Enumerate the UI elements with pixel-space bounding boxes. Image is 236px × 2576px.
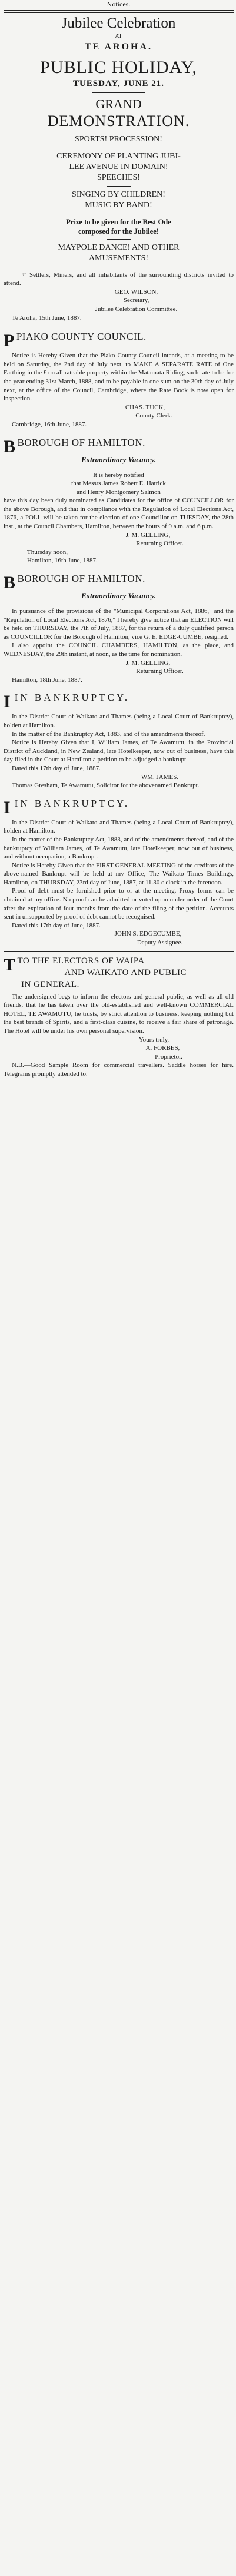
jubilee-invite-text: Settlers, Miners, and all inhabitants of the surrounding districts invited to attend.: [4, 271, 234, 287]
bankruptcy2-intro: In the District Court of Waikato and Thames (being a Local Court of Bankruptcy), holden at Hamilton.: [4, 818, 234, 835]
hamilton1-subtitle: Extraordinary Vacancy.: [81, 455, 157, 464]
jubilee-line: SPEECHES!: [97, 173, 141, 182]
bankruptcy1-signer: WM. JAMES.: [141, 773, 179, 781]
bankruptcy1-body: Notice is Hereby Given that I, William James, of Te Awamutu, in the Provincial District of Auckland, in New Zealand, late Hotelkeeper, now out of business, have this day filed in the Court at Hamilton a petition to be adjudged a bankrupt.: [4, 739, 234, 764]
drop-cap: P: [4, 331, 15, 351]
bankruptcy1-intro: In the matter of the Bankruptcy Act, 1883, and of the amendments thereof.: [12, 730, 205, 738]
drop-cap: I: [4, 797, 13, 817]
jubilee-at: AT: [115, 33, 122, 39]
jubilee-title: Jubilee Celebration: [61, 15, 176, 31]
piako-signer: CHAS. TUCK,: [125, 403, 165, 411]
drop-cap: T: [4, 954, 16, 974]
bankruptcy1-intro: In the District Court of Waikato and Thames (being a Local Court of Bankruptcy), holden at Hamilton.: [4, 713, 234, 729]
hamilton1-notify: It is hereby notified: [93, 471, 144, 479]
jubilee-place: TE AROHA.: [84, 41, 152, 52]
forbes-notice: [4, 952, 234, 1079]
forbes-title-2: AND WAIKATO AND PUBLIC: [64, 967, 187, 977]
hamilton-notice-1: [4, 433, 234, 570]
piako-notice: [4, 326, 234, 433]
forbes-title-text: TO THE ELECTORS OF WAIPA: [17, 956, 145, 966]
pointing-hand-icon: ☞: [20, 270, 26, 279]
hamilton1-title-text: BOROUGH OF HAMILTON.: [17, 436, 145, 448]
jubilee-line: LEE AVENUE IN DOMAIN!: [69, 162, 168, 171]
hamilton1-candidate: that Messrs James Robert E. Hatrick: [71, 480, 166, 488]
drop-cap: I: [4, 692, 13, 712]
hamilton2-body: In pursuance of the provisions of the "Municipal Corporations Act, 1886," and the "Regulation of Local Elections Act, 1876," I hereby give notice that an ELECTION will be held on THURSDAY, the 7th of July, 1887, for the return of a duly qualified person as COUNCILLOR for the Borough of Hamilton, vice G. E. EDGE-CUMBE, resigned.: [4, 608, 234, 641]
piako-body: Notice is Hereby Given that the Piako County Council intends, at a meeting to be held on Saturday, the 2nd day of July next, to MAKE A SEPARATE RATE of One Farthing in the £ on all rateable property within the Matamata Riding, such rate to be for the year ending 31st March, 1888, and to be payable in one sum on the 30th day of July next, at the office of the Council, Cambridge, where the Rate Book is now open for inspection.: [4, 352, 234, 403]
bankruptcy2-dated: Dated this 17th day of June, 1887.: [12, 921, 101, 929]
hamilton2-subtitle: Extraordinary Vacancy.: [81, 591, 157, 601]
bankruptcy2-title: [4, 797, 234, 817]
piako-title-text: PIAKO COUNTY COUNCIL.: [16, 331, 147, 343]
bankruptcy2-signer-title: Deputy Assignee.: [137, 939, 183, 947]
hamilton2-dateline: Hamilton, 18th June, 1887.: [12, 676, 82, 684]
divider: [107, 186, 131, 187]
hamilton1-dateline: Hamilton, 16th June, 1887.: [27, 557, 98, 565]
jubilee-line: SINGING BY CHILDREN!: [72, 190, 165, 199]
jubilee-prize: Prize to be given for the Best Ode: [66, 217, 171, 226]
jubilee-signer-title: Jubilee Celebration Committee.: [95, 305, 178, 313]
forbes-title-3: IN GENERAL.: [21, 979, 79, 989]
forbes-yours: Yours truly,: [138, 1036, 169, 1043]
bankruptcy2-intro: In the matter of the Bankruptcy Act, 1883, and of the amendments thereof, and of the bankruptcy of William James, of Te Awamutu, late Hotelkeeper, now out of business, and without occupation, a Bankrupt.: [4, 836, 234, 861]
bankruptcy1-dated: Dated this 17th day of June, 1887.: [12, 764, 101, 772]
forbes-signer-title: Proprietor.: [155, 1053, 182, 1060]
bankruptcy1-title-text: IN BANKRUPTCY.: [14, 692, 130, 704]
forbes-signer: A. FORBES,: [145, 1045, 180, 1052]
bankruptcy2-title-text: IN BANKRUPTCY.: [14, 797, 130, 809]
bankruptcy1-title: [4, 692, 234, 712]
hamilton-notice-2: [4, 569, 234, 688]
divider: [92, 92, 145, 93]
jubilee-holiday: PUBLIC HOLIDAY,: [40, 57, 197, 77]
jubilee-dateline: Te Aroha, 15th June, 1887.: [12, 314, 82, 321]
hamilton1-body: have this day been duly nominated as Candidates for the office of COUNCILLOR for the above Borough, and that in compliance with the Regulation of Local Elections Act, 1876, a POLL will be taken for the election of one Councillor on TUESDAY, the 28th inst., at the Council Chambers, Hamilton, between the hours of 9 a.m. and 6 p.m.: [4, 497, 234, 531]
divider: [4, 12, 234, 13]
jubilee-date: TUESDAY, JUNE 21.: [72, 78, 165, 88]
piako-signer-title: County Clerk.: [135, 412, 172, 420]
hamilton2-body2: I also appoint the COUNCIL CHAMBERS, HAMILTON, as the place, and WEDNESDAY, the 29th instant, at noon, as the time for nomination.: [4, 642, 234, 658]
bankruptcy2-signer: JOHN S. EDGECUMBE,: [114, 930, 182, 938]
jubilee-grand: GRAND: [95, 96, 142, 111]
hamilton1-day: Thursday noon,: [27, 548, 68, 556]
forbes-nb: N.B.—Good Sample Room for commercial travellers. Saddle horses for hire. Telegrams promptly attended to.: [4, 1062, 234, 1078]
piako-dateline: Cambridge, 16th June, 1887.: [12, 420, 87, 428]
bankruptcy-notice-2: [4, 794, 234, 952]
jubilee-invite: [4, 270, 234, 288]
piako-title: [4, 331, 234, 351]
hamilton1-candidate: and Henry Montgomery Salmon: [77, 488, 161, 496]
bankruptcy2-body2: Proof of debt must be furnished prior to or at the meeting. Proxy forms can be obtained at my office. No proof can be admitted or voted upon under order of the Court after the expiration of four months from the date of the filing of the petition. Accounts sent in unsupported by proof of debt cannot be recognised.: [4, 887, 234, 921]
jubilee-line: MUSIC BY BAND!: [85, 200, 152, 210]
jubilee-notice: [4, 12, 234, 326]
jubilee-amusements: AMUSEMENTS!: [88, 253, 149, 263]
divider: [107, 239, 131, 240]
hamilton1-signer-title: Returning Officer.: [136, 540, 184, 548]
hamilton2-signer: J. M. GELLING,: [125, 659, 171, 667]
bankruptcy1-solicitor: Thomas Gresham, Te Awamutu, Solicitor for the abovenamed Bankrupt.: [12, 782, 200, 790]
forbes-body: The undersigned begs to inform the electors and general public, as well as all old friends, that he has taken over the old-established and well-known COMMERCIAL HOTEL, TE AWAMUTU, he trusts, by strict attention to business, keeping nothing but the best brands of Spirits, and a first-class cuisine, to receive a fair share of patronage. The Hotel will be under his own personal supervision.: [4, 993, 234, 1035]
jubilee-line: CEREMONY OF PLANTING JUBI-: [56, 151, 181, 161]
jubilee-maypole: MAYPOLE DANCE! AND OTHER: [58, 243, 180, 252]
section-header: Notices.: [4, 0, 234, 11]
jubilee-demonstration: DEMONSTRATION.: [47, 112, 190, 130]
hamilton1-signer: J. M. GELLING,: [125, 531, 171, 539]
jubilee-line: SPORTS! PROCESSION!: [75, 134, 162, 144]
jubilee-signer: GEO. WILSON,: [114, 288, 158, 296]
drop-cap: B: [4, 573, 16, 593]
drop-cap: B: [4, 436, 16, 456]
jubilee-prize: composed for the Jubilee!: [78, 227, 159, 236]
bankruptcy2-body: Notice is Hereby Given that the FIRST GENERAL MEETING of the creditors of the above-named Bankrupt will be held at my Office, The Waikato Times Buildings, Hamilton, on THURSDAY, 23rd day of June, 1887, at 11.30 o'clock in the forenoon.: [4, 861, 234, 886]
hamilton2-title: [4, 573, 234, 593]
hamilton1-title: [4, 436, 234, 456]
hamilton2-title-text: BOROUGH OF HAMILTON.: [17, 573, 145, 585]
hamilton2-signer-title: Returning Officer.: [136, 668, 184, 675]
bankruptcy-notice-1: [4, 688, 234, 794]
jubilee-signer-title: Secretary,: [123, 297, 149, 304]
